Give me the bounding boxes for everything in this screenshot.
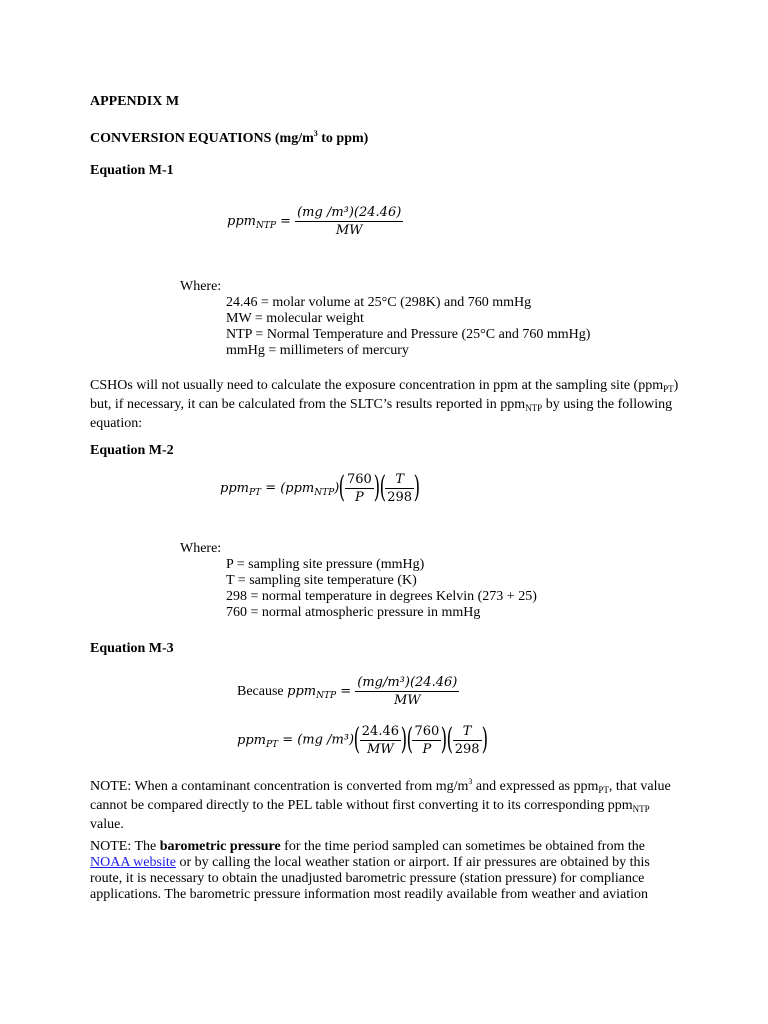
paragraph-cshos: CSHOs will not usually need to calculate the exposure concentration in ppm at the sampling site (ppm$_{PT}$) but, if necessary, it can be calculated from the SLTC’s results reported in ppm$_{NTP}$ by using the following equation:: [90, 378, 679, 431]
note-barometric-pressure: NOTE: The barometric pressure for the time period sampled can sometimes be obtained from the NOAA website or by calling the local weather station or airport. If air pressures are obtained by this route, it is necessary to obtain the unadjusted barometric pressure (station pressure) for compliance applications. The barometric pressure information most readily available from weather and aviation: [90, 839, 650, 902]
eq2-lhs: ppm$_{PT}$: [220, 480, 262, 498]
eq3-because-word: Because: [237, 684, 284, 699]
eq1-numerator: (mg /m³)(24.46): [297, 205, 402, 220]
eq1-where-item: MW = molecular weight: [226, 311, 364, 326]
eq3-fraction-pressure: $\frac{760}{P}$: [414, 723, 440, 757]
eq1-formula: ppm$_{NTP}$ = $\frac{\text{(mg /m³)(24.46)}}{MW}$: [227, 205, 402, 238]
appendix-title: APPENDIX M: [90, 94, 180, 109]
eq2-where-item: 760 = normal atmospheric pressure in mmHg: [226, 605, 481, 620]
eq1-where-list: [226, 295, 590, 359]
eq1-where-label: Where:: [180, 279, 222, 294]
eq1-denominator: MW: [335, 223, 363, 238]
eq1-where-item: mmHg = millimeters of mercury: [226, 343, 409, 358]
eq3-fraction-molar: $\frac{24.46}{MW}$: [361, 723, 399, 757]
eq3-heading: Equation M-3: [90, 641, 174, 656]
noaa-website-link[interactable]: NOAA website: [90, 855, 176, 870]
eq2-where-list: [226, 557, 537, 621]
eq1-where-item: 24.46 = molar volume at 25°C (298K) and 760 mmHg: [226, 295, 532, 310]
eq2-where-item: P = sampling site pressure (mmHg): [226, 557, 425, 572]
eq1-where-item: NTP = Normal Temperature and Pressure (25°C and 760 mmHg): [226, 327, 591, 342]
eq1-heading: Equation M-1: [90, 163, 174, 178]
eq3-formula: ppm$_{PT}$ = (mg /m³)( $\frac{24.46}{MW}$ )( $\frac{760}{P}$ )( $\frac{T}{298}$ ): [237, 722, 488, 757]
eq2-where-label: Where:: [180, 541, 222, 556]
eq1-fraction: [295, 204, 403, 239]
eq3-fraction-1: $\frac{\text{(mg/m³)(24.46)}}{MW}$: [357, 675, 458, 708]
eq2-fraction-pressure: $\frac{760}{P}$: [347, 471, 372, 505]
eq2-rhs-term: (ppm$_{NTP}$): [280, 480, 340, 498]
section-title-sup: 3: [313, 129, 318, 138]
eq3-fraction-temperature: $\frac{T}{298}$: [454, 723, 480, 757]
eq2-formula: ppm$_{PT}$ = (ppm$_{NTP}$)( $\frac{760}{P}$ )( $\frac{T}{298}$ ): [220, 470, 421, 505]
section-title-suffix: to ppm): [317, 131, 369, 146]
eq2-where-item: T = sampling site temperature (K): [226, 573, 417, 588]
eq3-lhs: ppm$_{PT}$: [237, 732, 279, 750]
section-title: [90, 126, 368, 147]
barometric-pressure-bold: barometric pressure: [159, 839, 281, 854]
eq2-fraction-temperature: $\frac{T}{298}$: [387, 471, 413, 505]
eq3-because-line: Because ppm$_{NTP}$ = $\frac{\text{(mg/m³)(24.46)}}{MW}$: [237, 675, 458, 708]
eq1-lhs: ppm$_{NTP}$: [227, 214, 276, 231]
section-title-prefix: CONVERSION EQUATIONS (mg/m: [90, 131, 314, 146]
note-conversion: NOTE: When a contaminant concentration is converted from $mg/m^3$ and expressed as ppm$_{PT}$, that value cannot be compared directly to the PEL table without first converting it to its corresponding ppm$_{NTP}$ value.: [90, 777, 671, 832]
eq2-where-item: 298 = normal temperature in degrees Kelvin (273 + 25): [226, 589, 537, 604]
eq2-heading: Equation M-2: [90, 443, 174, 458]
